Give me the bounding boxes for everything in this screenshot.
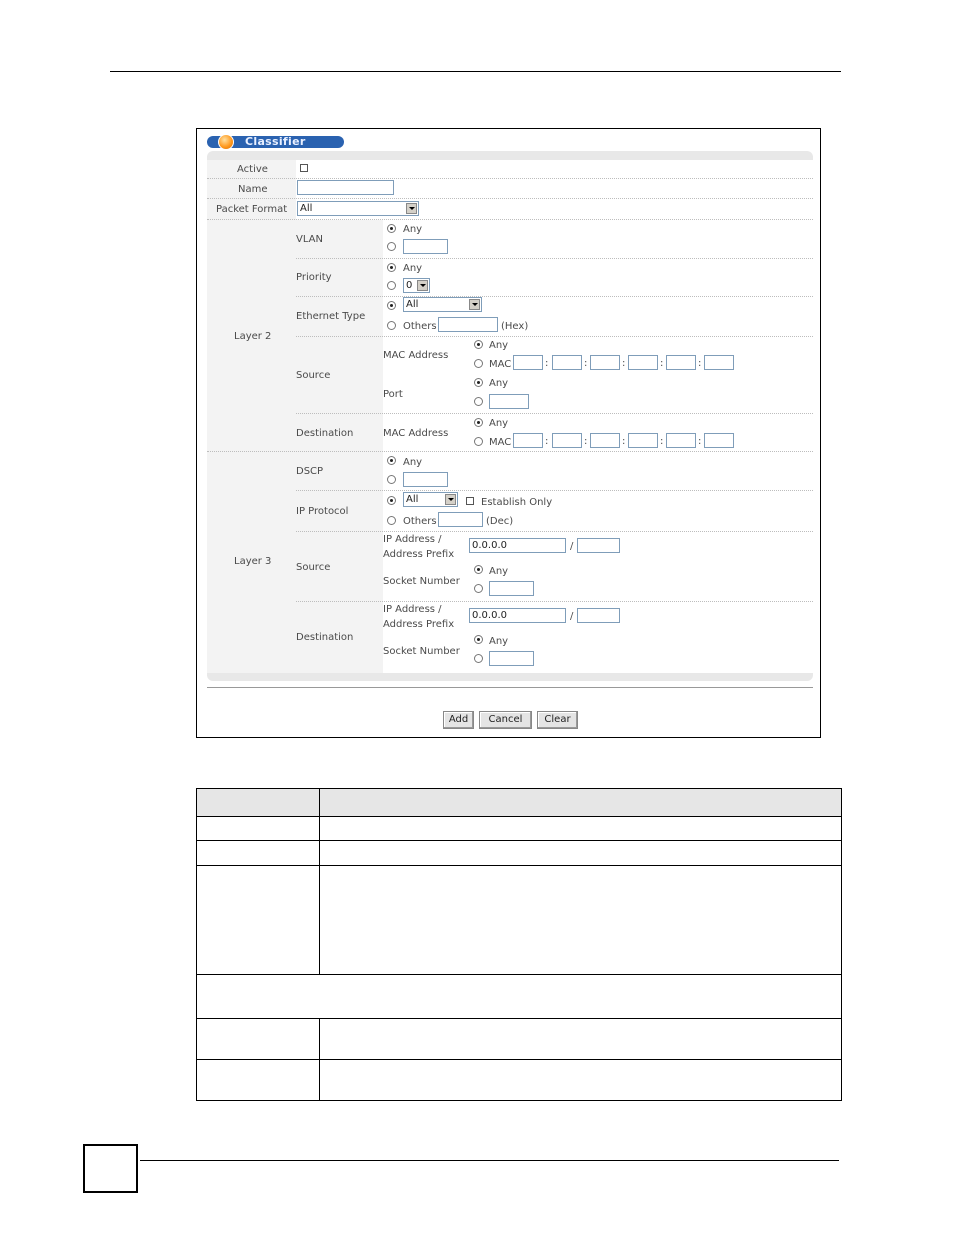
l2-source-mac-radio[interactable] <box>474 359 483 368</box>
priority-any-label: Any <box>403 263 423 274</box>
l2-source-mac-octet-1[interactable] <box>513 355 543 370</box>
divider <box>296 413 813 415</box>
table-row-divider <box>196 974 842 975</box>
l2-destination-mac-address-label: MAC Address <box>383 428 449 439</box>
mac-separator: : <box>545 358 549 369</box>
l3-source-ip-field[interactable]: 0.0.0.0 <box>469 538 566 553</box>
button-divider <box>207 687 813 688</box>
classifier-title-bar <box>207 136 344 148</box>
l2-destination-mac-octet-3[interactable] <box>590 433 620 448</box>
mac-separator: : <box>584 436 588 447</box>
l3-source-socket-any-label: Any <box>489 566 509 577</box>
l2-source-mac-octet-3[interactable] <box>590 355 620 370</box>
mac-separator: : <box>660 358 664 369</box>
l2-destination-mac-octet-4[interactable] <box>628 433 658 448</box>
l2-source-mac-any-radio[interactable] <box>474 340 483 349</box>
priority-select[interactable] <box>403 278 430 293</box>
l2-destination-mac-any-radio[interactable] <box>474 418 483 427</box>
priority-label: Priority <box>296 272 332 283</box>
l2-destination-mac-label: MAC <box>489 437 512 448</box>
l2-source-mac-label: MAC <box>489 359 512 370</box>
classifier-form <box>207 160 813 673</box>
divider <box>296 258 813 260</box>
chevron-down-icon <box>417 280 428 291</box>
classifier-screen <box>196 128 821 738</box>
l3-destination-socket-radio[interactable] <box>474 654 483 663</box>
ip-protocol-select[interactable] <box>403 492 458 507</box>
table-row-divider <box>196 816 842 817</box>
ip-protocol-others-label: Others <box>403 516 437 527</box>
ethernet-type-list-radio[interactable] <box>387 301 396 310</box>
divider <box>207 198 813 200</box>
clear-button[interactable]: Clear <box>537 711 578 729</box>
l2-source-mac-octet-2[interactable] <box>552 355 582 370</box>
l3-source-label: Source <box>296 562 331 573</box>
divider <box>207 219 813 221</box>
l3-destination-socket-field[interactable] <box>489 651 534 666</box>
dscp-any-label: Any <box>403 457 423 468</box>
l2-destination-mac-octet-5[interactable] <box>666 433 696 448</box>
table-row-divider <box>196 840 842 841</box>
l3-destination-socket-any-label: Any <box>489 636 509 647</box>
l2-source-mac-octet-4[interactable] <box>628 355 658 370</box>
chevron-down-icon <box>445 494 456 505</box>
l2-source-mac-address-label: MAC Address <box>383 350 449 361</box>
prefix-slash: / <box>570 541 574 552</box>
table-header-row <box>197 789 841 816</box>
ip-protocol-list-radio[interactable] <box>387 496 396 505</box>
layer2-label: Layer 2 <box>234 331 272 342</box>
l2-source-port-field[interactable] <box>489 394 529 409</box>
name-label: Name <box>238 184 268 195</box>
l2-source-mac-any-label: Any <box>489 340 509 351</box>
chevron-down-icon <box>469 299 480 310</box>
vlan-any-radio[interactable] <box>387 224 396 233</box>
orb-icon <box>218 134 234 150</box>
l2-source-port-any-radio[interactable] <box>474 378 483 387</box>
establish-only-label: Establish Only <box>481 497 553 508</box>
layer3-label: Layer 3 <box>234 556 272 567</box>
l2-destination-mac-radio[interactable] <box>474 437 483 446</box>
divider <box>296 490 813 492</box>
ip-protocol-others-radio[interactable] <box>387 516 396 525</box>
l3-source-prefix-field[interactable] <box>577 538 620 553</box>
table-row-divider <box>196 1018 842 1019</box>
dscp-field[interactable] <box>403 472 448 487</box>
l3-destination-label: Destination <box>296 632 354 643</box>
priority-value: 0 <box>406 280 413 291</box>
l3-destination-socket-label: Socket Number <box>383 646 460 657</box>
ip-protocol-value: All <box>406 494 419 505</box>
dscp-any-radio[interactable] <box>387 456 396 465</box>
prefix-slash: / <box>570 611 574 622</box>
table-row-divider <box>196 865 842 866</box>
l3-destination-ip-field[interactable]: 0.0.0.0 <box>469 608 566 623</box>
l2-source-label: Source <box>296 370 331 381</box>
description-table <box>196 788 842 1101</box>
table-row-divider <box>196 1059 842 1060</box>
ethernet-type-others-label: Others <box>403 321 437 332</box>
l2-source-port-label: Port <box>383 389 403 400</box>
mac-separator: : <box>622 436 626 447</box>
l3-source-ip-label-line2: Address Prefix <box>383 549 455 560</box>
l3-destination-socket-any-radio[interactable] <box>474 635 483 644</box>
group-label-column <box>296 220 383 673</box>
mac-separator: : <box>698 436 702 447</box>
vlan-any-label: Any <box>403 224 423 235</box>
ethernet-type-others-field[interactable] <box>438 317 498 332</box>
header-rule <box>110 71 841 72</box>
priority-any-radio[interactable] <box>387 263 396 272</box>
l2-destination-mac-octet-6[interactable] <box>704 433 734 448</box>
active-label: Active <box>237 164 268 175</box>
l3-source-socket-field[interactable] <box>489 581 534 596</box>
ethernet-type-select[interactable] <box>403 297 482 312</box>
l2-source-port-any-label: Any <box>489 378 509 389</box>
l3-destination-prefix-field[interactable] <box>577 608 620 623</box>
dscp-label: DSCP <box>296 466 324 477</box>
l3-source-socket-label: Socket Number <box>383 576 460 587</box>
layer-label-column <box>207 220 296 673</box>
packet-format-select[interactable] <box>297 201 419 216</box>
vlan-value-radio[interactable] <box>387 242 396 251</box>
chevron-down-icon <box>406 203 417 214</box>
ip-protocol-label: IP Protocol <box>296 506 349 517</box>
l3-source-socket-radio[interactable] <box>474 584 483 593</box>
vlan-field[interactable] <box>403 239 448 254</box>
active-checkbox[interactable] <box>300 164 308 172</box>
ethernet-type-others-radio[interactable] <box>387 321 396 330</box>
l2-source-mac-octet-6[interactable] <box>704 355 734 370</box>
l3-source-ip-label-line1: IP Address / <box>383 534 442 545</box>
l2-destination-mac-any-label: Any <box>489 418 509 429</box>
dec-label: (Dec) <box>486 516 514 527</box>
page-number-box <box>83 1144 138 1193</box>
table-column-divider <box>319 1018 320 1101</box>
mac-separator: : <box>698 358 702 369</box>
mac-separator: : <box>545 436 549 447</box>
divider <box>296 296 813 298</box>
l3-destination-ip-label-line2: Address Prefix <box>383 619 455 630</box>
mac-separator: : <box>660 436 664 447</box>
packet-format-label: Packet Format <box>216 204 288 215</box>
l2-destination-mac-octet-2[interactable] <box>552 433 582 448</box>
divider <box>296 601 813 603</box>
mac-separator: : <box>622 358 626 369</box>
dscp-value-radio[interactable] <box>387 475 396 484</box>
packet-format-value: All <box>300 203 313 214</box>
divider <box>296 531 813 533</box>
l2-source-mac-octet-5[interactable] <box>666 355 696 370</box>
ethernet-type-value: All <box>406 299 419 310</box>
cancel-button[interactable]: Cancel <box>479 711 532 729</box>
l2-source-port-radio[interactable] <box>474 397 483 406</box>
l3-destination-ip-label-line1: IP Address / <box>383 604 442 615</box>
table-column-divider <box>319 788 320 975</box>
l2-destination-mac-octet-1[interactable] <box>513 433 543 448</box>
classifier-title: Classifier <box>245 135 306 148</box>
ip-protocol-others-field[interactable] <box>438 512 483 527</box>
mac-separator: : <box>584 358 588 369</box>
add-button[interactable]: Add <box>443 711 474 729</box>
ethernet-type-label: Ethernet Type <box>296 311 366 322</box>
l2-destination-label: Destination <box>296 428 354 439</box>
name-field[interactable] <box>297 180 394 195</box>
priority-value-radio[interactable] <box>387 281 396 290</box>
footer-rule <box>140 1160 839 1161</box>
l3-source-socket-any-radio[interactable] <box>474 565 483 574</box>
vlan-label: VLAN <box>296 234 323 245</box>
establish-only-checkbox[interactable] <box>466 497 474 505</box>
hex-label: (Hex) <box>501 321 529 332</box>
layer-divider <box>207 451 813 453</box>
divider <box>296 336 813 338</box>
